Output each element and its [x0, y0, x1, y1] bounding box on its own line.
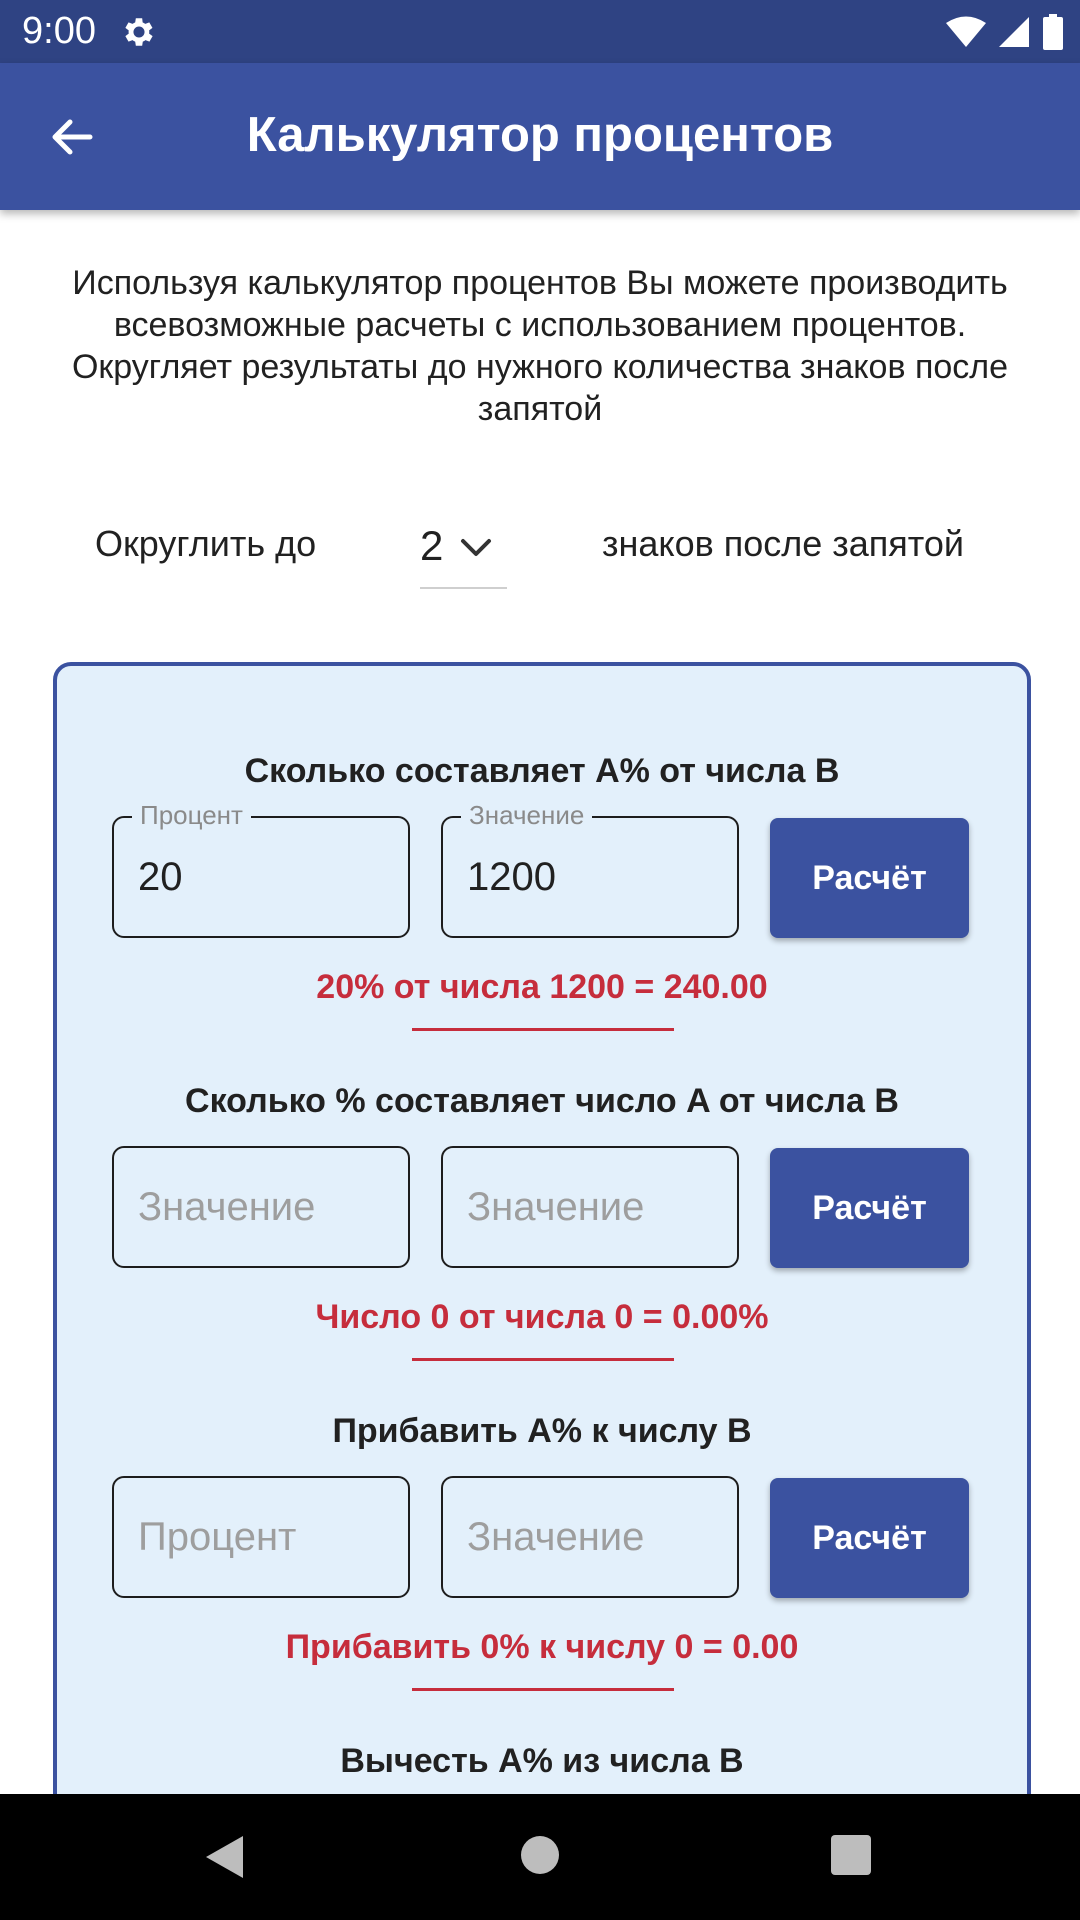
- section-title: Сколько % составляет число A от числа B: [185, 1082, 899, 1120]
- description-text: Используя калькулятор процентов Вы можете производить всевозможные расчеты с использованием процентов. Округляет результаты до нужного количества знаков после запятой: [71, 264, 1009, 428]
- nav-recents-icon[interactable]: [830, 1834, 872, 1876]
- battery-icon: [1042, 14, 1064, 50]
- status-bar: [0, 0, 1080, 63]
- percent-field[interactable]: [112, 1476, 410, 1598]
- status-icons: [946, 12, 1064, 52]
- section-percent-ratio: [57, 996, 1027, 1336]
- gear-icon: [120, 13, 158, 51]
- calculate-button[interactable]: Расчёт: [770, 818, 969, 938]
- percent-input[interactable]: [114, 1478, 408, 1596]
- result-text: Прибавить 0% к числу 0 = 0.00: [285, 1628, 799, 1666]
- value-input[interactable]: [443, 1478, 737, 1596]
- value-input[interactable]: [443, 818, 737, 936]
- nav-back-icon[interactable]: [203, 1834, 247, 1880]
- section-title: Сколько составляет A% от числа B: [244, 752, 840, 790]
- section-title: Вычесть A% из числа B: [340, 1742, 744, 1780]
- field-label: Процент: [132, 800, 251, 830]
- app-bar: [0, 63, 1080, 210]
- rounding-dropdown[interactable]: [420, 512, 507, 589]
- percent-input[interactable]: [114, 818, 408, 936]
- value-field[interactable]: [441, 1476, 739, 1598]
- calculate-button[interactable]: Расчёт: [770, 1148, 969, 1268]
- rounding-value: 2: [420, 522, 444, 569]
- field-label: Значение: [461, 800, 592, 830]
- calculate-button[interactable]: Расчёт: [770, 1478, 969, 1598]
- value-a-field[interactable]: [112, 1146, 410, 1268]
- rounding-suffix: знаков после запятой: [602, 523, 964, 564]
- value-b-input[interactable]: [443, 1148, 737, 1266]
- nav-home-icon[interactable]: [519, 1834, 561, 1876]
- signal-icon: [998, 16, 1030, 48]
- value-b-field[interactable]: [441, 1146, 739, 1268]
- wifi-icon: [946, 16, 986, 48]
- result-text: 20% от числа 1200 = 240.00: [316, 968, 768, 1006]
- status-time: 9:00: [22, 10, 96, 52]
- section-percent-of-number: [57, 666, 1027, 1006]
- calculator-card: [53, 662, 1031, 1920]
- section-title: Прибавить A% к числу B: [332, 1412, 752, 1450]
- section-add-percent: [57, 1326, 1027, 1666]
- chevron-down-icon: [458, 530, 494, 566]
- result-text: Число 0 от числа 0 = 0.00%: [315, 1298, 769, 1336]
- rounding-label: Округлить до: [95, 523, 317, 564]
- navigation-bar: [0, 1794, 1080, 1920]
- value-field[interactable]: [441, 800, 739, 938]
- page-title: Калькулятор процентов: [246, 108, 834, 162]
- value-a-input[interactable]: [114, 1148, 408, 1266]
- percent-field[interactable]: [112, 800, 410, 938]
